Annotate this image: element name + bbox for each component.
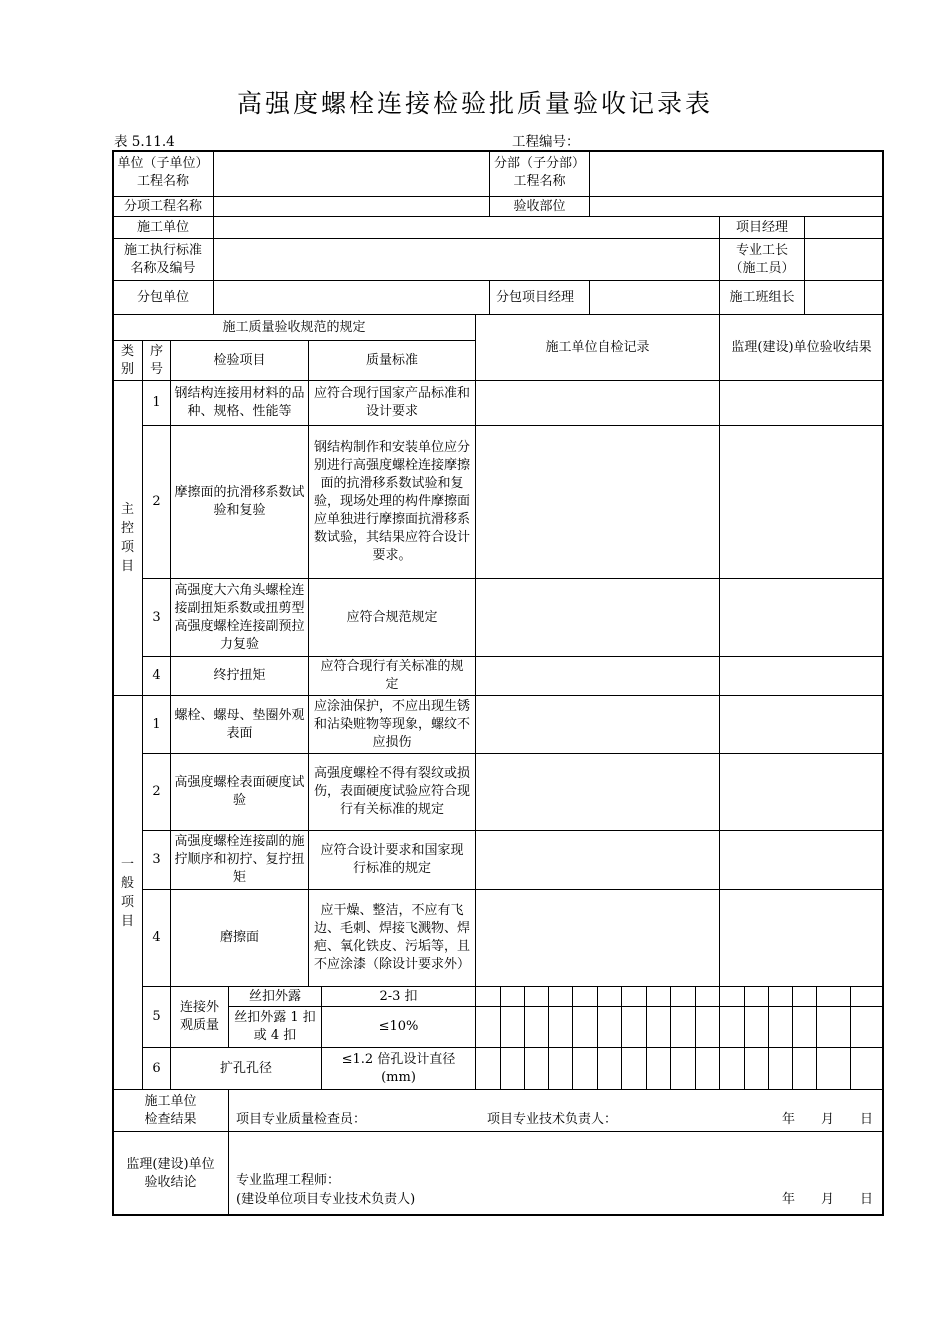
main-item-4-standard: 应符合现行有关标准的规定 (320, 659, 464, 692)
construction-unit-field[interactable] (214, 217, 719, 238)
general-item-4-standard: 应干燥、整洁，不应有飞边、毛刺、焊接飞溅物、焊疤、氧化铁皮、污垢等，且不应涂漆（除设计要求外） (313, 903, 470, 972)
main-item-2-name: 摩擦面的抗滑移系数试验和复验 (174, 485, 305, 518)
main-item-3-no: 3 (152, 609, 161, 625)
supervision-date: 年 月 日 (782, 1192, 874, 1207)
acceptance-part-label: 验收部位 (513, 198, 566, 214)
general-item-6-standard: ≤1.2 倍孔设计直径(mm) (341, 1051, 456, 1085)
general-item-5-sub-2-name: 丝扣外露 1 扣或 4 扣 (234, 1010, 316, 1043)
measurement-column-divider (572, 986, 573, 1089)
division-name-label: 分部（子分部） 工程名称 (493, 156, 585, 189)
measurement-column-divider (548, 986, 549, 1089)
general-item-1-no: 1 (152, 716, 161, 732)
construction-unit-label: 施工单位 (136, 219, 189, 235)
project-number-label: 工程编号： (512, 134, 580, 150)
unit-name-field[interactable] (214, 150, 489, 196)
table-number: 表 5.11.4 (114, 134, 175, 150)
main-item-2-no: 2 (152, 494, 161, 509)
spec-header: 施工质量验收规范的规定 (222, 319, 366, 335)
general-item-3-no: 3 (152, 852, 161, 867)
page-title: 高强度螺栓连接检验批质量验收记录表 (236, 89, 713, 118)
acceptance-part-field[interactable] (590, 197, 883, 216)
general-item-4-name: 磨擦面 (219, 930, 259, 945)
supervisor-note: (建设单位项目专业技术负责人) (236, 1192, 416, 1207)
subcontract-manager-field[interactable] (590, 281, 719, 314)
general-item-1-name: 螺栓、螺母、垫圈外观表面 (174, 707, 305, 741)
subitem-name-field[interactable] (214, 197, 489, 216)
measurement-column-divider (816, 986, 817, 1089)
general-item-1-standard: 应涂油保护，不应出现生锈和沾染赃物等现象，螺纹不应损伤 (313, 698, 470, 750)
measurement-column-divider (621, 986, 622, 1089)
general-category: 一 般 项 目 (120, 856, 134, 929)
standard-header: 质量标准 (365, 352, 418, 368)
tech-leader-label: 项目专业技术负责人： (487, 1112, 618, 1127)
seq-header: 序 号 (149, 343, 163, 377)
measurement-column-divider (695, 986, 696, 1089)
main-item-3-name: 高强度大六角头螺栓连接副扭矩系数或扭剪型高强度螺栓连接副预拉力复验 (174, 582, 305, 652)
unit-name-label: 单位（子单位） 工程名称 (117, 156, 209, 189)
project-manager-label: 项目经理 (735, 219, 788, 235)
division-name-field[interactable] (590, 150, 883, 196)
general-item-5-sub-1-name: 丝扣外露 (248, 988, 301, 1004)
measurement-column-divider (524, 986, 525, 1089)
measurement-column-divider (850, 986, 851, 1089)
construction-date: 年 月 日 (782, 1112, 874, 1127)
category-header: 类 别 (120, 343, 134, 377)
foreman-label: 专业工长 （施工员） (729, 242, 795, 276)
subcontract-unit-label: 分包单位 (136, 289, 189, 305)
construction-result-label: 施工单位 检查结果 (144, 1093, 197, 1127)
main-item-1-name: 钢结构连接用材料的品种、规格、性能等 (174, 386, 305, 419)
general-item-6-name: 扩孔孔径 (219, 1060, 272, 1076)
supervision-conclusion-label: 监理(建设)单位 验收结论 (126, 1157, 215, 1190)
subcontract-unit-field[interactable] (214, 281, 489, 314)
measurement-column-divider (670, 986, 671, 1089)
foreman-field[interactable] (805, 239, 883, 280)
main-item-4-name: 终拧扭矩 (213, 668, 266, 683)
subitem-name-label: 分项工程名称 (123, 198, 202, 214)
general-item-3-standard: 应符合设计要求和国家现行标准的规定 (320, 843, 464, 876)
standard-label: 施工执行标准 名称及编号 (123, 242, 202, 276)
item-header: 检验项目 (213, 352, 266, 368)
supervision-header: 监理(建设)单位验收结果 (731, 339, 872, 355)
quality-inspector-label: 项目专业质量检查员： (236, 1112, 367, 1127)
general-item-5-no: 5 (152, 1009, 161, 1024)
measurement-column-divider (719, 986, 720, 1089)
general-item-3-name: 高强度螺栓连接副的施拧顺序和初拧、复拧扭矩 (174, 834, 305, 885)
team-leader-field[interactable] (805, 281, 883, 314)
main-item-4-no: 4 (152, 668, 161, 683)
general-item-2-no: 2 (152, 784, 161, 799)
measurement-column-divider (792, 986, 793, 1089)
general-item-4-no: 4 (152, 930, 161, 945)
general-item-2-standard: 高强度螺栓不得有裂纹或损伤，表面硬度试验应符合现行有关标准的规定 (313, 766, 470, 817)
supervisor-label: 专业监理工程师： (236, 1173, 341, 1188)
measurement-column-divider (768, 986, 769, 1089)
subcontract-manager-label: 分包项目经理 (496, 289, 575, 305)
project-manager-field[interactable] (805, 217, 883, 238)
general-item-5-sub-2-standard: ≤10% (378, 1019, 419, 1034)
general-item-6-no: 6 (152, 1060, 161, 1076)
measurement-column-divider (744, 986, 745, 1089)
general-item-5-sub-1-standard: 2-3 扣 (379, 988, 418, 1004)
main-control-category: 主 控 项 目 (120, 502, 134, 574)
main-item-2-standard: 钢结构制作和安装单位应分别进行高强度螺栓连接摩擦面的抗滑移系数试验和复验，现场处理的构件摩擦面应单独进行摩擦面抗滑移系数试验，其结果应符合设计要求。 (313, 440, 470, 563)
self-check-header: 施工单位自检记录 (545, 339, 650, 355)
general-item-5-name: 连接外观质量 (179, 1000, 219, 1033)
measurement-column-divider (646, 986, 647, 1089)
standard-field[interactable] (214, 239, 719, 280)
main-item-1-no: 1 (152, 395, 161, 410)
main-item-1-standard: 应符合现行国家产品标准和设计要求 (313, 386, 470, 419)
team-leader-label: 施工班组长 (729, 289, 795, 305)
main-item-3-standard: 应符合规范规定 (346, 609, 438, 625)
general-item-2-name: 高强度螺栓表面硬度试验 (174, 775, 305, 808)
measurement-column-divider (597, 986, 598, 1089)
measurement-column-divider (500, 986, 501, 1089)
